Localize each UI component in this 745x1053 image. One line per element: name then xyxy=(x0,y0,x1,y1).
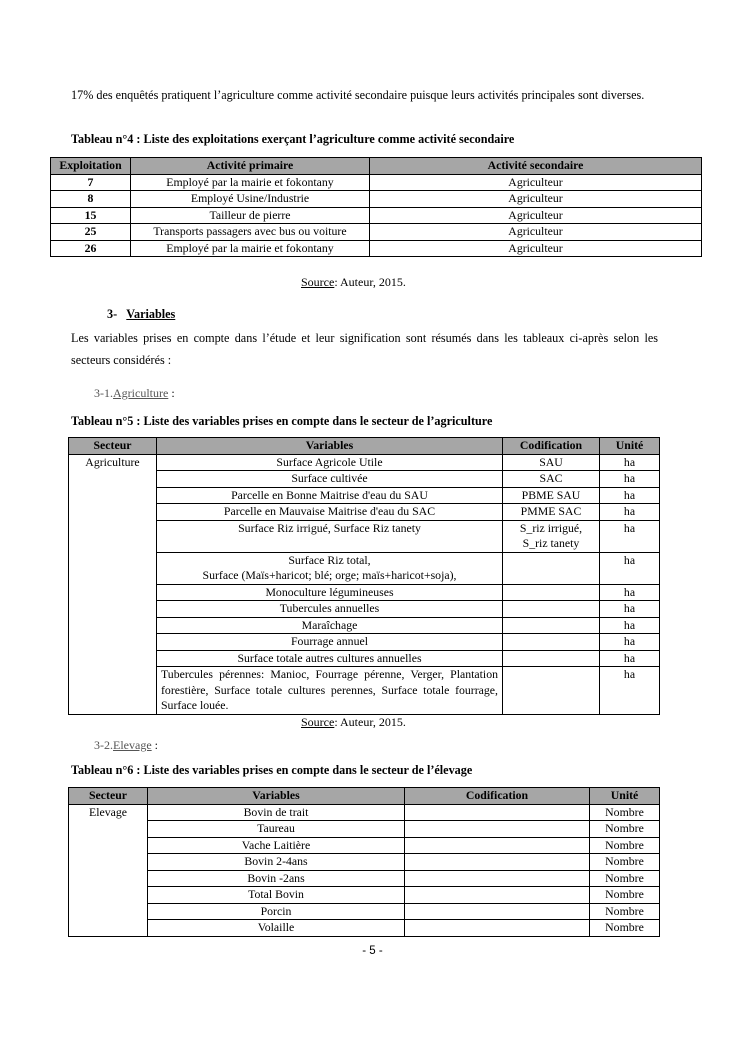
table5-unit-cell: ha xyxy=(600,454,660,471)
table6-unit-cell: Nombre xyxy=(590,920,660,937)
table6-unit-cell: Nombre xyxy=(590,870,660,887)
table5-code-cell: SAU xyxy=(503,454,600,471)
table-row xyxy=(69,471,660,488)
subsection-3-1-heading xyxy=(94,386,175,401)
table6-code-cell xyxy=(405,821,590,838)
table5-header-row xyxy=(69,438,660,455)
page-number: - 5 - xyxy=(362,945,383,957)
table6-code-cell xyxy=(405,804,590,821)
table6-code-cell xyxy=(405,870,590,887)
table5-variable-cell: Surface cultivée xyxy=(157,471,503,488)
table5-variable-line: Surface Riz total, xyxy=(288,552,371,567)
table5-sector-cell: Agriculture xyxy=(69,454,157,471)
table5-unit-cell: ha xyxy=(600,487,660,504)
table5-unit-cell: ha xyxy=(600,634,660,651)
table-row xyxy=(69,650,660,667)
table6-unit-cell: Nombre xyxy=(590,804,660,821)
table4-header-activite-primaire: Activité primaire xyxy=(131,158,370,175)
table5-unit-cell: ha xyxy=(600,617,660,634)
table-row xyxy=(51,207,702,224)
table4-cell-exploitation: 15 xyxy=(51,207,131,224)
source-text: : Auteur, 2015. xyxy=(334,275,406,289)
table5-code-line: S_riz tanety xyxy=(522,536,580,550)
table5-code-cell xyxy=(503,552,600,584)
table5-code-cell: PMME SAC xyxy=(503,504,600,521)
table6-unit-cell: Nombre xyxy=(590,887,660,904)
table5-unit-cell: ha xyxy=(600,520,660,552)
table5-code-cell xyxy=(503,650,600,667)
table-row xyxy=(69,837,660,854)
table5-header-secteur: Secteur xyxy=(69,438,157,455)
table-row xyxy=(69,821,660,838)
table4-cell-primaire: Employé Usine/Industrie xyxy=(131,191,370,208)
table6-unit-cell: Nombre xyxy=(590,837,660,854)
table4-cell-exploitation: 26 xyxy=(51,240,131,257)
table4-cell-exploitation: 25 xyxy=(51,224,131,241)
subsection-number: 3-2. xyxy=(94,738,113,752)
table5-unit-cell: ha xyxy=(600,584,660,601)
table5-unit-cell: ha xyxy=(600,552,660,584)
table-row xyxy=(51,240,702,257)
table4-header-activite-secondaire: Activité secondaire xyxy=(370,158,702,175)
table6-header-unite: Unité xyxy=(590,788,660,805)
table6-code-cell xyxy=(405,920,590,937)
table5-variable-cell: Fourrage annuel xyxy=(157,634,503,651)
table-row xyxy=(69,520,660,552)
intro-paragraph: 17% des enquêtés pratiquent l’agriculture comme activité secondaire puisque leurs activités principales sont diverses. xyxy=(71,88,645,102)
table6-header-codification: Codification xyxy=(405,788,590,805)
table5-code-cell xyxy=(503,584,600,601)
table-row xyxy=(69,887,660,904)
table6-unit-cell: Nombre xyxy=(590,854,660,871)
table5-code-cell: SAC xyxy=(503,471,600,488)
table4-cell-exploitation: 8 xyxy=(51,191,131,208)
table-row xyxy=(69,804,660,821)
table5-variable-cell: Parcelle en Mauvaise Maitrise d'eau du SAC xyxy=(157,504,503,521)
table4-cell-secondaire: Agriculteur xyxy=(370,207,702,224)
source-label: Source xyxy=(301,275,335,289)
table5-code-cell xyxy=(503,617,600,634)
table6-code-cell xyxy=(405,887,590,904)
table6-unit-cell: Nombre xyxy=(590,821,660,838)
table-row xyxy=(69,634,660,651)
table5-code-cell: PBME SAU xyxy=(503,487,600,504)
table5-code-cell xyxy=(503,520,600,552)
table-row xyxy=(69,667,660,715)
table6-sector-cell: Elevage xyxy=(69,804,148,821)
subsection-title: Elevage xyxy=(113,738,152,752)
table5-variable-cell xyxy=(157,552,503,584)
table4-caption: Tableau n°4 : Liste des exploitations exerçant l’agriculture comme activité secondaire xyxy=(71,132,515,146)
table6-code-cell xyxy=(405,854,590,871)
table5-variable-cell: Parcelle en Bonne Maitrise d'eau du SAU xyxy=(157,487,503,504)
subsection-suffix: : xyxy=(168,386,175,400)
table5-header-variables: Variables xyxy=(157,438,503,455)
subsection-suffix: : xyxy=(151,738,158,752)
table6-variable-cell: Porcin xyxy=(148,903,405,920)
table6-header-secteur: Secteur xyxy=(69,788,148,805)
table5-unit-cell: ha xyxy=(600,667,660,715)
table-row xyxy=(69,552,660,584)
table5-variable-cell: Surface totale autres cultures annuelles xyxy=(157,650,503,667)
table5-code-line: S_riz irrigué, xyxy=(519,520,583,535)
table-row xyxy=(69,903,660,920)
table5-code-cell xyxy=(503,634,600,651)
table-row xyxy=(69,870,660,887)
table4-header-row xyxy=(51,158,702,175)
section3-paragraph: Les variables prises en compte dans l’étude et leur signification sont résumés dans les tableaux ci-après selon les secteurs considérés : xyxy=(71,331,658,367)
section3-title: Variables xyxy=(126,307,176,321)
table4-source xyxy=(301,275,406,290)
table4-cell-exploitation: 7 xyxy=(51,174,131,191)
table-row xyxy=(69,854,660,871)
table5 xyxy=(68,437,660,715)
table6-variable-cell: Taureau xyxy=(148,821,405,838)
table5-variable-cell: Surface Agricole Utile xyxy=(157,454,503,471)
table6-header-variables: Variables xyxy=(148,788,405,805)
table4-cell-primaire: Employé par la mairie et fokontany xyxy=(131,174,370,191)
table5-variable-cell: Monoculture légumineuses xyxy=(157,584,503,601)
table-row xyxy=(69,487,660,504)
table5-unit-cell: ha xyxy=(600,601,660,618)
table5-variable-cell: Maraîchage xyxy=(157,617,503,634)
table5-source xyxy=(301,715,406,730)
table4-cell-secondaire: Agriculteur xyxy=(370,240,702,257)
subsection-3-2-heading xyxy=(94,738,158,753)
subsection-number: 3-1. xyxy=(94,386,113,400)
table6-variable-cell: Bovin -2ans xyxy=(148,870,405,887)
section3-number: 3- xyxy=(107,307,118,321)
table-row xyxy=(69,584,660,601)
table-row xyxy=(69,504,660,521)
table-row xyxy=(51,191,702,208)
source-text: : Auteur, 2015. xyxy=(334,715,406,729)
table6-variable-cell: Bovin 2-4ans xyxy=(148,854,405,871)
source-label: Source xyxy=(301,715,335,729)
table4-cell-primaire: Employé par la mairie et fokontany xyxy=(131,240,370,257)
table6-variable-cell: Vache Laitière xyxy=(148,837,405,854)
table4-cell-primaire: Transports passagers avec bus ou voiture xyxy=(131,224,370,241)
table6-variable-cell: Volaille xyxy=(148,920,405,937)
table-row xyxy=(69,601,660,618)
table4-cell-secondaire: Agriculteur xyxy=(370,191,702,208)
table4-cell-primaire: Tailleur de pierre xyxy=(131,207,370,224)
table6-variable-cell: Bovin de trait xyxy=(148,804,405,821)
subsection-title: Agriculture xyxy=(113,386,169,400)
table-row xyxy=(69,617,660,634)
table4-cell-secondaire: Agriculteur xyxy=(370,224,702,241)
table4-header-exploitation: Exploitation xyxy=(51,158,131,175)
table5-variable-line: Surface (Maïs+haricot; blé; orge; maïs+haricot+soja), xyxy=(202,568,457,582)
table6-caption: Tableau n°6 : Liste des variables prises en compte dans le secteur de l’élevage xyxy=(71,763,473,777)
table5-code-cell xyxy=(503,601,600,618)
table6-code-cell xyxy=(405,837,590,854)
table5-variable-cell: Tubercules annuelles xyxy=(157,601,503,618)
table-row xyxy=(69,454,660,471)
table6 xyxy=(68,787,660,937)
table6-code-cell xyxy=(405,903,590,920)
table5-header-codification: Codification xyxy=(503,438,600,455)
table6-unit-cell: Nombre xyxy=(590,903,660,920)
table4-cell-secondaire: Agriculteur xyxy=(370,174,702,191)
table5-unit-cell: ha xyxy=(600,504,660,521)
table5-unit-cell: ha xyxy=(600,650,660,667)
table5-caption: Tableau n°5 : Liste des variables prises en compte dans le secteur de l’agriculture xyxy=(71,414,493,428)
table-row xyxy=(51,224,702,241)
table-row xyxy=(69,920,660,937)
table5-unit-cell: ha xyxy=(600,471,660,488)
table5-variable-cell: Surface Riz irrigué, Surface Riz tanety xyxy=(157,520,503,552)
table6-header-row xyxy=(69,788,660,805)
table5-header-unite: Unité xyxy=(600,438,660,455)
table5-code-cell xyxy=(503,667,600,715)
section3-heading xyxy=(107,307,175,322)
table-row xyxy=(51,174,702,191)
table5-variable-cell: Tubercules pérennes: Manioc, Fourrage pérenne, Verger, Plantation forestière, Surface totale cultures perennes, Surface totale fourrage, Surface louée. xyxy=(157,667,503,715)
table6-variable-cell: Total Bovin xyxy=(148,887,405,904)
table4 xyxy=(50,157,702,257)
